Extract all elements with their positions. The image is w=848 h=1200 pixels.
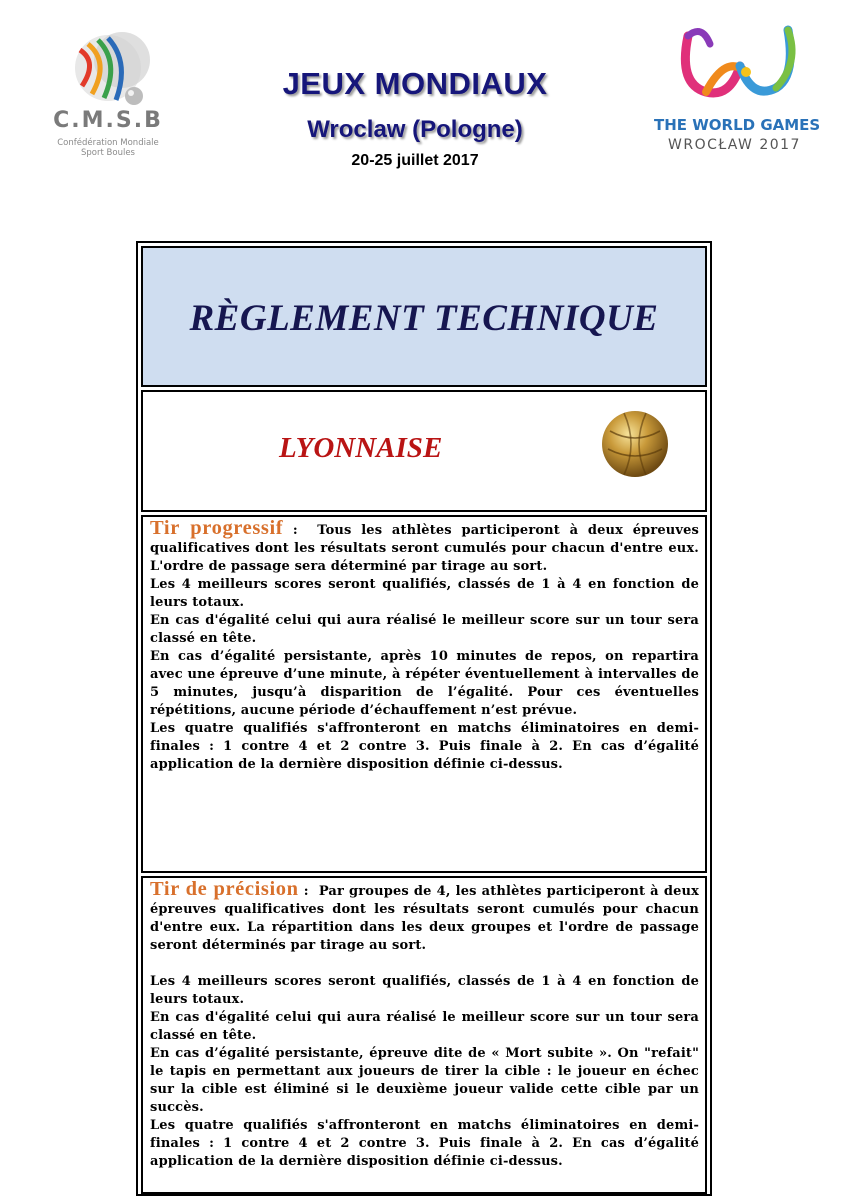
section-title: Tir progressif (150, 517, 284, 539)
event-dates: 20-25 juillet 2017 (351, 152, 479, 169)
boule-ball-icon (600, 409, 670, 479)
cmsb-logo-subtitle (48, 138, 168, 158)
event-location: Wroclaw (Pologne) (307, 116, 523, 143)
section-text: Par groupes de 4, les athlètes participeront à deux épreuves qualificatives dont les résultats seront cumulés pour chacun d'entre eux. La répartition dans les deux groupes et l'ordre de passage seront déterminés par tirage au sort. (150, 884, 699, 953)
cmsb-logo-name: C.M.S.B (53, 108, 163, 133)
section-body (143, 517, 705, 774)
section-tir-de-precision (141, 876, 707, 1194)
world-games-logo-city: WROCŁAW 2017 (668, 137, 801, 153)
section-paragraph: En cas d'égalité celui qui aura réalisé le meilleur score sur un tour sera classé en tête. (150, 1010, 699, 1043)
section-paragraph (150, 519, 699, 576)
section-paragraph: Les 4 meilleurs scores seront qualifiés, classés de 1 à 4 en fonction de leurs totaux. (150, 974, 699, 1007)
regulation-frame (136, 241, 712, 1196)
section-text: Tous les athlètes participeront à deux épreuves qualificatives dont les résultats seront cumulés pour chacun d'entre eux. L'ordre de passage sera déterminé par tirage au sort. (150, 523, 700, 574)
event-header (200, 60, 630, 170)
section-paragraph (150, 880, 699, 955)
event-title: JEUX MONDIAUX (282, 66, 548, 101)
cmsb-globe-icon (58, 32, 158, 108)
section-paragraph: Les 4 meilleurs scores seront qualifiés, classés de 1 à 4 en fonction de leurs totaux. (150, 577, 699, 610)
section-title: Tir de précision (150, 878, 299, 900)
world-games-logo (648, 14, 848, 164)
document-heading: RÈGLEMENT TECHNIQUE (189, 298, 659, 339)
section-separator: : (292, 523, 298, 538)
world-games-logo-title: THE WORLD GAMES (654, 116, 821, 134)
section-separator: : (303, 884, 309, 899)
cmsb-logo (44, 30, 174, 160)
section-paragraph: En cas d’égalité persistante, après 10 minutes de repos, on repartira avec une épreuve d’une minute, à répéter éventuellement à intervalles de 5 minutes, jusqu’à disparition de l’égalité. Pour ces éventuelles répétitions, aucune période d’échauffement n’est prévue. (150, 649, 699, 718)
cmsb-logo-subtitle-line1: Confédération Mondiale (57, 138, 159, 148)
discipline-box (141, 390, 707, 512)
section-paragraph: Les quatre qualifiés s'affronteront en matchs éliminatoires en demi-finales : 1 contre 4 et 2 contre 3. Puis finale à 2. En cas d’égalité application de la dernière disposition définie ci-dessus. (150, 1118, 699, 1169)
heading-box (141, 246, 707, 387)
discipline-title: LYONNAISE (279, 432, 443, 464)
cmsb-logo-subtitle-line2: Sport Boules (81, 148, 135, 158)
section-tir-progressif (141, 515, 707, 873)
section-paragraph: Les quatre qualifiés s'affronteront en matchs éliminatoires en demi-finales : 1 contre 4 et 2 contre 3. Puis finale à 2. En cas d’égalité application de la dernière disposition définie ci-dessus. (150, 721, 699, 772)
world-games-w-icon (648, 14, 848, 114)
section-paragraph: En cas d'égalité celui qui aura réalisé le meilleur score sur un tour sera classé en tête. (150, 613, 699, 646)
section-paragraph: En cas d’égalité persistante, épreuve dite de « Mort subite ». On "refait" le tapis en permettant aux joueurs de tirer la cible : le joueur en échec sur la cible est éliminé si le deuxième joueur valide cette cible par un succès. (150, 1046, 699, 1115)
paragraph-spacer (150, 955, 699, 973)
section-body (143, 878, 705, 1171)
